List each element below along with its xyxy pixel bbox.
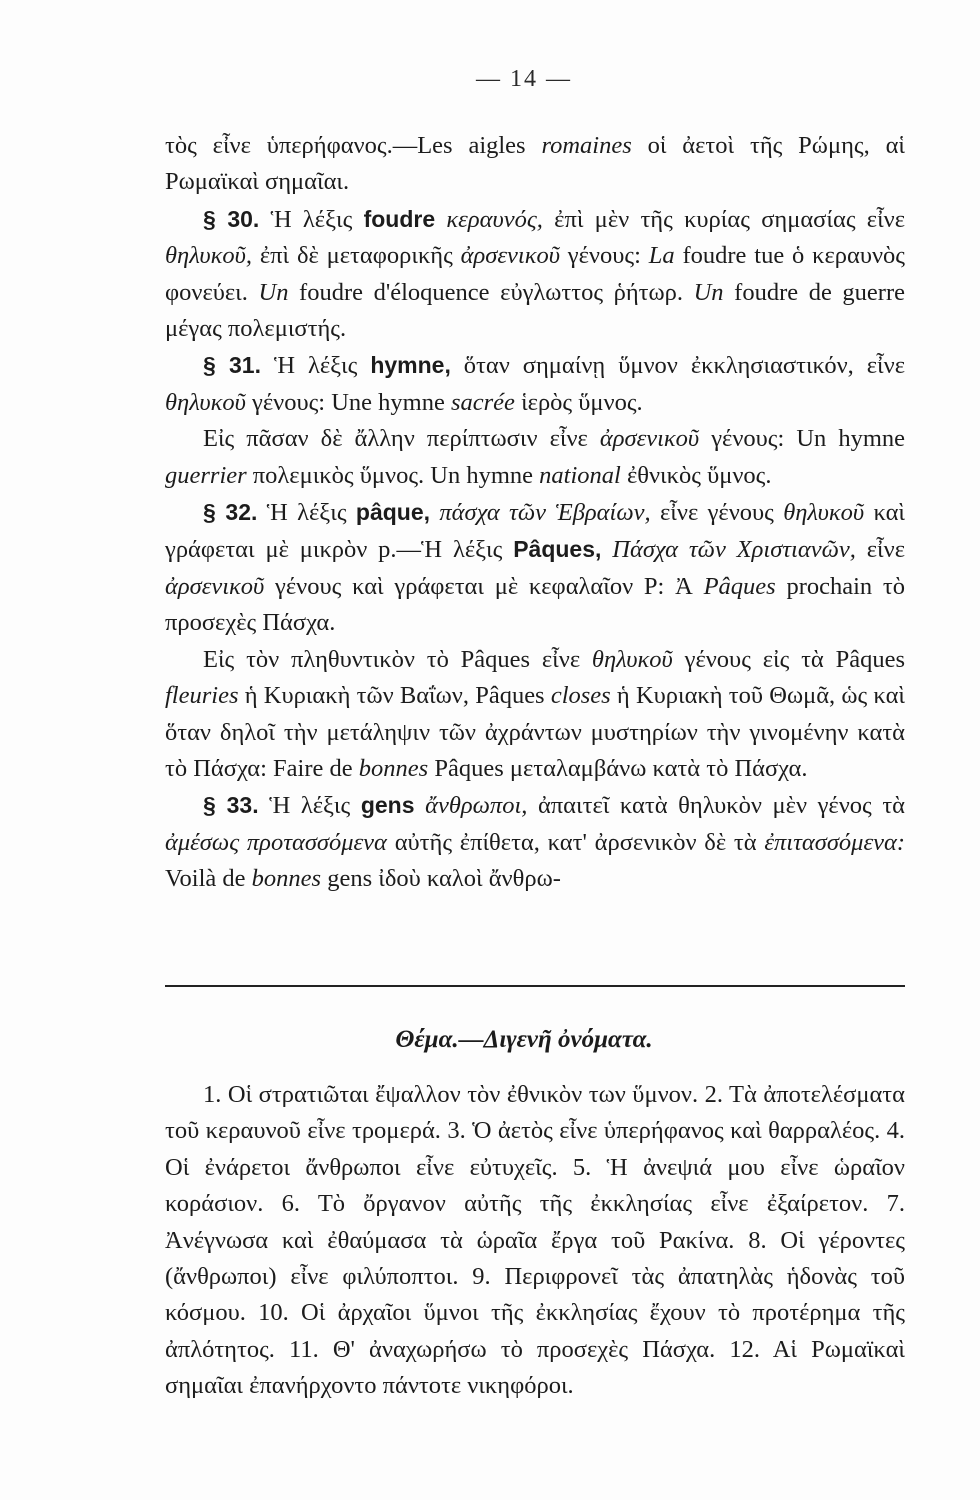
- section-number: § 31.: [203, 352, 261, 379]
- text-run: γένους: Une hymne: [245, 388, 451, 416]
- horizontal-rule: [165, 985, 905, 987]
- text-run: Ἡ λέξις: [257, 499, 356, 527]
- text-run: εἶνε: [855, 536, 906, 564]
- keyword: Pâques,: [513, 536, 602, 563]
- italic-text: sacrée: [450, 388, 515, 416]
- exercise-text: 1. Οἱ στρατιῶται ἔψαλλον τὸν ἐθνικὸν των ὕμνον. 2. Τὰ ἀποτελέσματα τοῦ κεραυνοῦ εἶνε τρομερά. 3. Ὁ ἀετὸς εἶνε ὑπερήφανος καὶ θαρραλέος. 4. Οἱ ἐνάρετοι ἄνθρωποι εἶνε εὐτυχεῖς. 5. Ἡ ἀνεψιά μου εἶνε ὡραῖον κοράσιον. 6. Τὸ ὄργανον αὐτῆς τῆς ἐκκλησίας εἶνε ἐξαίρετον. 7. Ἀνέγνωσα καὶ ἐθαύμασα τὰ ὡραῖα ἔργα τοῦ Ρακίνα. 8. Οἱ γέροντες (ἄνθρωποι) εἶνε φιλύποπτοι. 9. Περιφρονεῖ τὰς ἀπατηλὰς ἡδονὰς τοῦ κόσμου. 10. Οἱ ἀρχαῖοι ὕμνοι τῆς ἐκκλησίας ἔχουν τὸ προτέρημα τῆς ἀπλότητος. 11. Θ' ἀναχωρήσω τὸ προσεχὲς Πάσχα. 12. Αἱ Ρωμαϊκαὶ σημαῖαι ἐπανήρχοντο πάντοτε νικηφόροι.: [165, 1081, 905, 1400]
- text-run: Εἰς τὸν πληθυντικὸν τὸ Pâques εἶνε: [203, 645, 592, 673]
- italic-text: fleuries: [165, 682, 239, 710]
- italic-text: bonnes: [251, 865, 322, 893]
- text-run: gens ἰδοὺ καλοὶ ἄνθρω-: [321, 865, 561, 893]
- italic-text: closes: [550, 682, 611, 710]
- italic-text: Un: [693, 278, 724, 306]
- text-run: ἡ Κυριακὴ τῶν Βαΐων, Pâques: [238, 682, 551, 710]
- italic-text: ἐπιτασσόμενα:: [764, 828, 905, 856]
- italic-text: La: [648, 242, 675, 270]
- text-run: foudre tue ὁ κεραυνὸς φονεύει.: [165, 242, 905, 306]
- text-run: foudre d'éloquence εὐγλωττος ῥήτωρ.: [288, 278, 694, 306]
- page-number: — 14 —: [476, 66, 572, 92]
- exercise-title: Θέμα.—Διγενῆ ὀνόματα.: [395, 1026, 653, 1053]
- section-32-continuation: [165, 642, 905, 788]
- text-run: Ἡ λέξις: [261, 352, 371, 380]
- italic-text: Pâques: [703, 572, 776, 600]
- text-run: καὶ γράφεται μὲ μικρὸν p.—Ἡ λέξις: [165, 499, 906, 564]
- section-32-paragraph: [165, 494, 905, 642]
- text-run: prochain τὸ προσεχὲς Πάσχα.: [165, 572, 906, 637]
- italic-text: bonnes: [358, 754, 429, 782]
- italic-text: ἀρσενικοῦ: [599, 425, 700, 453]
- text-run: πολεμικὸς ὕμνος. Un hymne: [246, 461, 540, 489]
- section-31-continuation: [165, 421, 905, 494]
- keyword: hymne,: [370, 352, 451, 379]
- text-run: Voilà de: [165, 865, 252, 893]
- text-run: Εἰς πᾶσαν δὲ ἄλλην περίπτωσιν εἶνε: [203, 425, 600, 453]
- section-number: § 32.: [203, 499, 258, 526]
- keyword: gens: [360, 792, 415, 819]
- paragraph-continuation: [165, 128, 905, 201]
- text-run: Ἡ λέξις: [259, 205, 364, 233]
- text-run: ὅταν σημαίνῃ ὕμνον ἐκκλησιαστικόν, εἶνε: [450, 352, 906, 380]
- keyword: pâque,: [355, 499, 431, 526]
- text-run: ἡ Κυριακὴ τοῦ Θωμᾶ, ὡς καὶ ὅταν δηλοῖ τὴν μετάληψιν τῶν ἀχράντων μυστηρίων τὴν γινομένην κατὰ τὸ Πάσχα: Faire de: [165, 682, 905, 782]
- italic-text: θηλυκοῦ,: [165, 242, 253, 270]
- text-run: γένους εἰς τὰ Pâques: [672, 645, 905, 673]
- italic-text: θηλυκοῦ: [165, 388, 246, 416]
- italic-text: ἀμέσως προτασσόμενα: [165, 828, 387, 856]
- italic-text: Un: [258, 278, 289, 306]
- italic-text: κεραυνός,: [435, 205, 543, 233]
- text-run: τὸς εἶνε ὑπερήφανος.—Les aigles: [165, 132, 542, 159]
- text-run: αὐτῆς ἐπίθετα, κατ' ἀρσενικὸν δὲ τὰ: [386, 828, 765, 856]
- keyword: foudre: [363, 205, 436, 232]
- italic-text: romaines: [541, 132, 632, 159]
- italic-text: θηλυκοῦ: [591, 645, 673, 673]
- text-run: εἶνε γένους: [650, 499, 784, 527]
- exercise-text-block: [165, 1077, 905, 1405]
- italic-text: πάσχα τῶν Ἑβραίων,: [430, 499, 651, 527]
- text-run: γένους: Un hymne: [699, 425, 905, 453]
- text-run: ἐπὶ μὲν τῆς κυρίας σημασίας εἶνε: [542, 205, 906, 233]
- main-text: [165, 128, 905, 898]
- text-run: ἐπὶ δὲ μεταφορικῆς: [252, 242, 461, 270]
- text-run: οἱ ἀετοὶ τῆς Ρώμης, αἱ Ρωμαϊκαὶ σημαῖαι.: [165, 132, 905, 196]
- section-number: § 30.: [203, 205, 260, 232]
- italic-text: θηλυκοῦ: [783, 499, 865, 527]
- italic-text: ἀρσενικοῦ: [165, 572, 265, 600]
- text-run: γένους καὶ γράφεται μὲ κεφαλαῖον P: Ἀ: [264, 572, 704, 600]
- italic-text: guerrier: [165, 461, 247, 489]
- text-run: ἀπαιτεῖ κατὰ θηλυκὸν μὲν γένος τὰ: [527, 792, 906, 820]
- text-run: foudre de guerre μέγας πολεμιστής.: [165, 278, 905, 343]
- section-31-paragraph: [165, 347, 905, 421]
- section-number: § 33.: [203, 792, 259, 819]
- section-30-paragraph: [165, 201, 905, 348]
- section-33-paragraph: [165, 787, 905, 897]
- text-run: ἐθνικὸς ὕμνος.: [620, 461, 772, 489]
- italic-text: ἄνθρωποι,: [414, 792, 528, 820]
- italic-text: Πάσχα τῶν Χριστιανῶν,: [601, 536, 856, 564]
- text-run: Pâques μεταλαμβάνω κατὰ τὸ Πάσχα.: [428, 754, 808, 782]
- text-run: γένους:: [559, 242, 649, 270]
- italic-text: national: [539, 461, 621, 489]
- text-run: ἱερὸς ὕμνος.: [514, 388, 643, 416]
- text-run: Ἡ λέξις: [258, 792, 361, 820]
- italic-text: ἀρσενικοῦ: [460, 242, 560, 270]
